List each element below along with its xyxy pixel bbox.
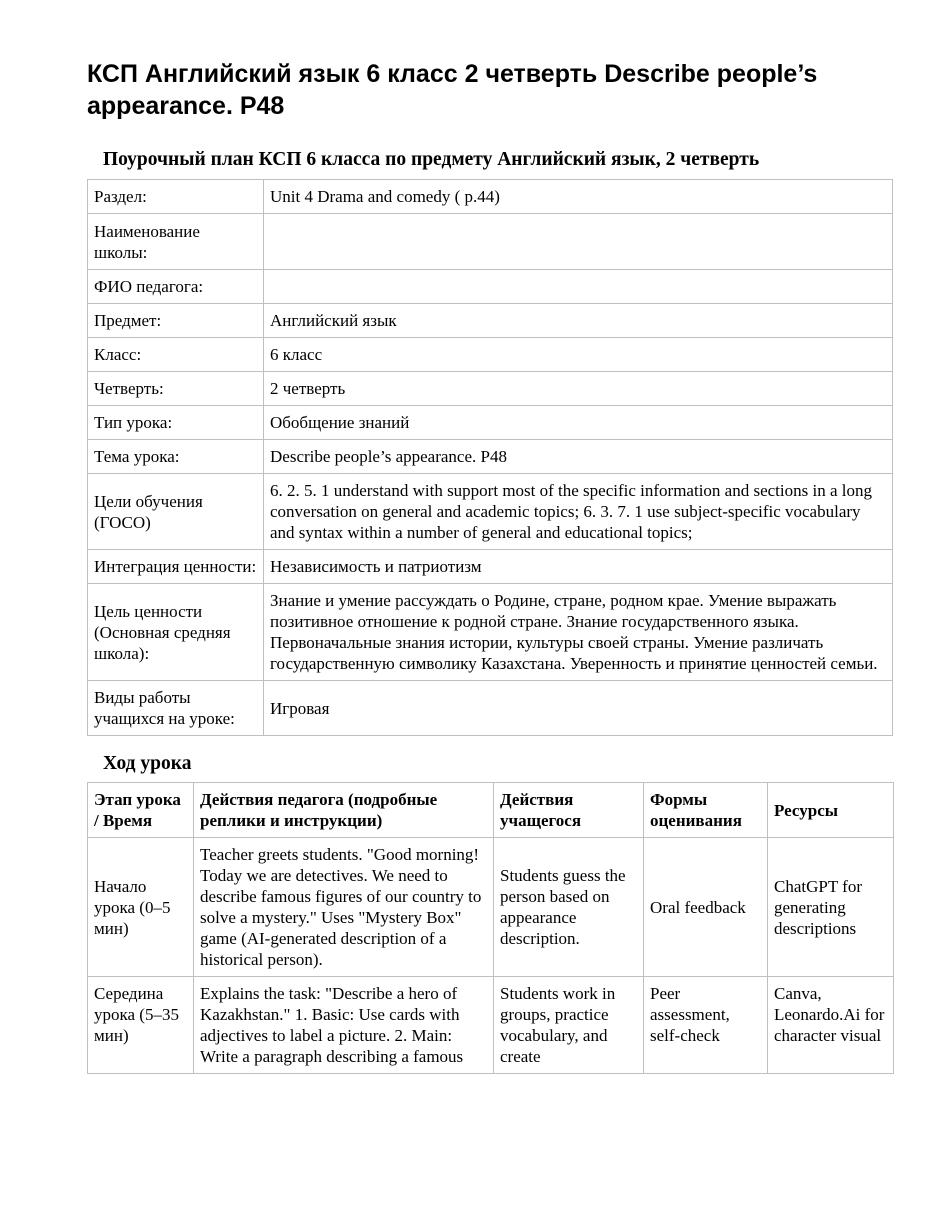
table-row [88, 304, 893, 338]
lesson-info-table [87, 179, 893, 736]
info-label: Тема урока: [88, 440, 264, 474]
table-row [88, 214, 893, 270]
info-label: Раздел: [88, 180, 264, 214]
table-row [88, 270, 893, 304]
lesson-flow-heading: Ход урока [103, 753, 192, 774]
table-row [88, 372, 893, 406]
info-label: ФИО педагога: [88, 270, 264, 304]
info-value: Игровая [264, 681, 893, 736]
info-label: Цель ценности (Основная средняя школа): [88, 584, 264, 681]
info-label: Четверть: [88, 372, 264, 406]
table-row [88, 681, 893, 736]
column-header-student: Действия учащегося [494, 783, 644, 838]
info-value: Независимость и патриотизм [264, 550, 893, 584]
lesson-flow-table [87, 782, 894, 1074]
info-label: Цели обучения (ГОСО) [88, 474, 264, 550]
resources-cell: ChatGPT for generating descriptions [768, 838, 894, 977]
info-value: Describe people’s appearance. P48 [264, 440, 893, 474]
info-value [264, 270, 893, 304]
info-label: Класс: [88, 338, 264, 372]
info-value: 6. 2. 5. 1 understand with support most of the specific information and sections in a long conversation on general and academic topics; 6. 3. 7. 1 use subject-specific vocabulary and syntax within a number of general and educational topics; [264, 474, 893, 550]
plan-heading: Поурочный план КСП 6 класса по предмету Английский язык, 2 четверть [103, 149, 760, 170]
table-row [88, 406, 893, 440]
student-actions-cell: Students work in groups, practice vocabulary, and create [494, 977, 644, 1074]
info-label: Виды работы учащихся на уроке: [88, 681, 264, 736]
table-row [88, 838, 894, 977]
teacher-actions-cell: Explains the task: "Describe a hero of Kazakhstan." 1. Basic: Use cards with adjectives to label a picture. 2. Main: Write a paragraph describing a famous [194, 977, 494, 1074]
info-value: Английский язык [264, 304, 893, 338]
column-header-stage: Этап урока / Время [88, 783, 194, 838]
teacher-actions-cell: Teacher greets students. "Good morning! Today we are detectives. We need to describe famous figures of our country to solve a mystery." Uses "Mystery Box" game (AI-generated description of a historical person). [194, 838, 494, 977]
info-value: 6 класс [264, 338, 893, 372]
table-row [88, 338, 893, 372]
resources-cell: Canva, Leonardo.Ai for character visual [768, 977, 894, 1074]
info-value: Обобщение знаний [264, 406, 893, 440]
column-header-resources: Ресурсы [768, 783, 894, 838]
table-row [88, 977, 894, 1074]
table-row [88, 180, 893, 214]
info-label: Интеграция ценности: [88, 550, 264, 584]
info-value [264, 214, 893, 270]
stage-cell: Начало урока (0–5 мин) [88, 838, 194, 977]
table-row [88, 550, 893, 584]
column-header-assessment: Формы оценивания [644, 783, 768, 838]
column-header-teacher: Действия педагога (подробные реплики и инструкции) [194, 783, 494, 838]
table-row [88, 440, 893, 474]
info-value: 2 четверть [264, 372, 893, 406]
table-row [88, 474, 893, 550]
info-label: Тип урока: [88, 406, 264, 440]
table-row [88, 584, 893, 681]
student-actions-cell: Students guess the person based on appearance description. [494, 838, 644, 977]
info-value: Unit 4 Drama and comedy ( p.44) [264, 180, 893, 214]
document-page [87, 58, 893, 1074]
document-title: КСП Английский язык 6 класс 2 четверть Describe people’s appearance. P48 [87, 60, 818, 120]
info-value: Знание и умение рассуждать о Родине, стране, родном крае. Умение выражать позитивное отношение к родной стране. Знание государственного языка. Первоначальные знания истории, культуры своей страны. Умение различать государственную символику Казахстана. Уверенность и принятие ценностей семьи. [264, 584, 893, 681]
table-header-row [88, 783, 894, 838]
info-label: Наименование школы: [88, 214, 264, 270]
assessment-cell: Peer assessment, self-check [644, 977, 768, 1074]
assessment-cell: Oral feedback [644, 838, 768, 977]
stage-cell: Середина урока (5–35 мин) [88, 977, 194, 1074]
info-label: Предмет: [88, 304, 264, 338]
